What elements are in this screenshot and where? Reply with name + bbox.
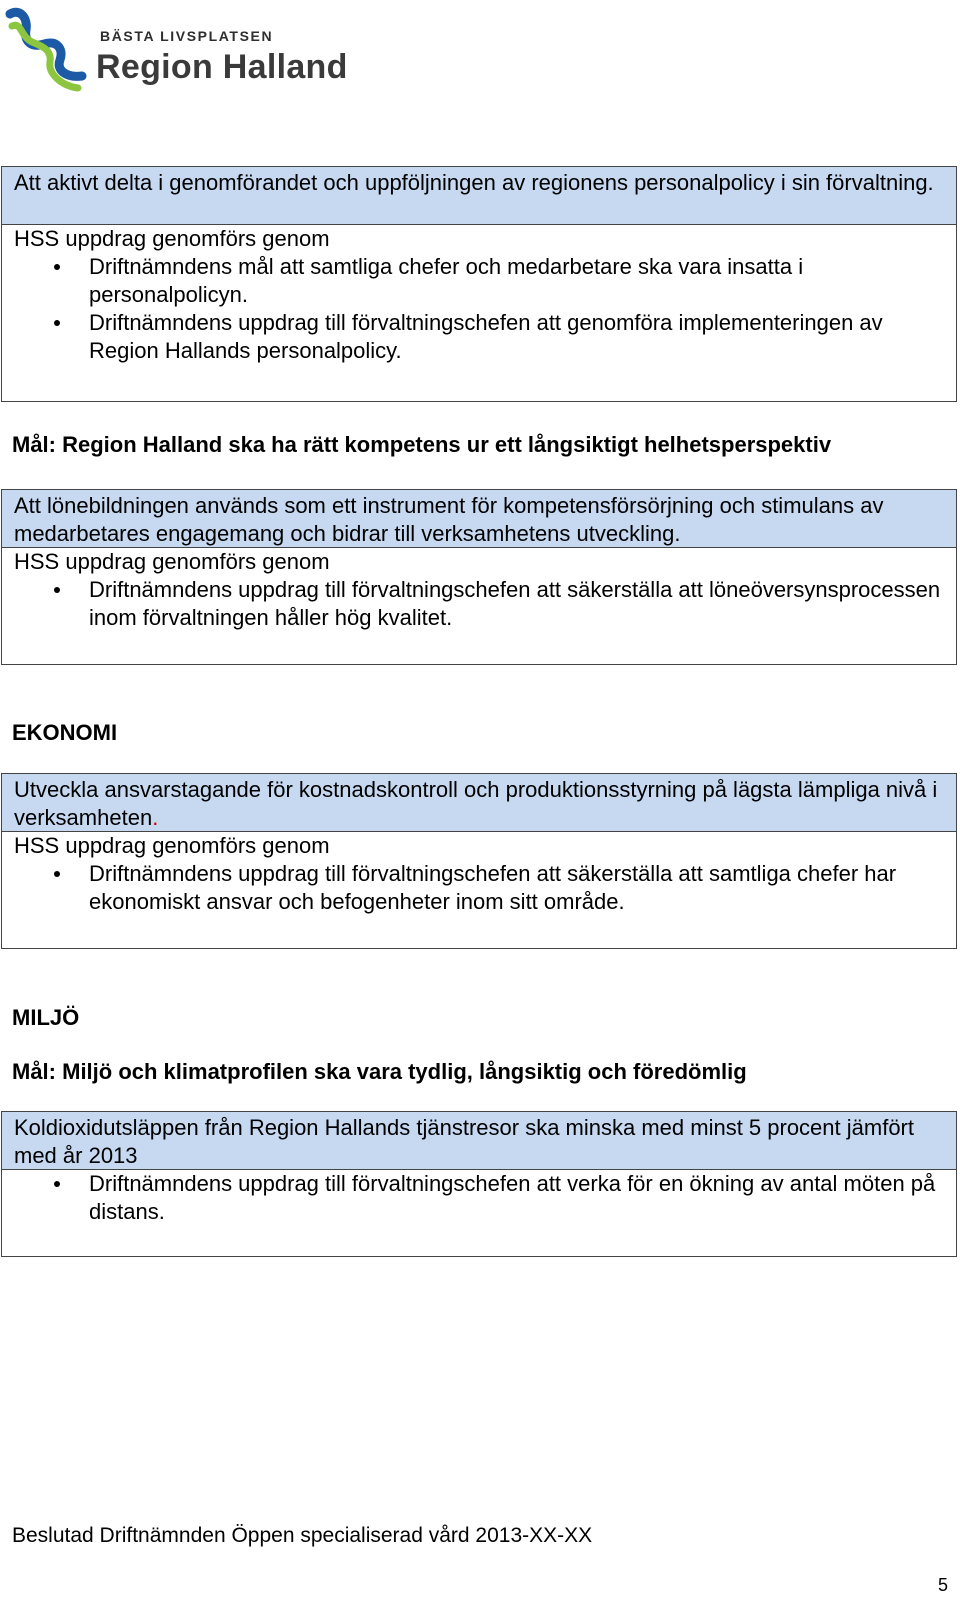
climate-bullet-1: Driftnämndens uppdrag till förvaltningschefen att verka för en ökning av antal möten på distans. bbox=[14, 1170, 944, 1226]
policy-intro: HSS uppdrag genomförs genom bbox=[14, 226, 330, 251]
economy-bullet-1: Driftnämndens uppdrag till förvaltningschefen att säkerställa att samtliga chefer har ekonomiskt ansvar och befogenheter inom sitt område. bbox=[14, 860, 944, 916]
climate-table-body bbox=[2, 1170, 956, 1226]
economy-header-text: Utveckla ansvarstagande för kostnadskontroll och produktionsstyrning på lägsta lämpliga nivå i verksamheten bbox=[14, 777, 938, 830]
section-miljo-heading: MILJÖ bbox=[12, 1005, 80, 1030]
policy-table-body bbox=[2, 225, 956, 365]
economy-table-body bbox=[2, 832, 956, 916]
region-halland-logo-mark bbox=[4, 4, 96, 94]
salary-table-body bbox=[2, 548, 956, 632]
economy-table-header bbox=[2, 774, 956, 832]
page-footer: Beslutad Driftnämnden Öppen specialiserad vård 2013-XX-XX bbox=[12, 1524, 593, 1547]
salary-table-header: Att lönebildningen används som ett instrument för kompetensförsörjning och stimulans av medarbetares engagemang och bidrar till verksamhetens utveckling. bbox=[2, 490, 956, 548]
salary-table bbox=[1, 489, 957, 665]
economy-table bbox=[1, 773, 957, 949]
climate-table bbox=[1, 1111, 957, 1257]
policy-bullet-1: Driftnämndens mål att samtliga chefer och medarbetare ska vara insatta i personalpolicyn. bbox=[14, 253, 944, 309]
logo-tagline: BÄSTA LIVSPLATSEN bbox=[100, 28, 274, 44]
economy-header-end: . bbox=[152, 805, 159, 830]
goal-competence-heading: Mål: Region Halland ska ha rätt kompetens ur ett långsiktigt helhetsperspektiv bbox=[12, 432, 832, 457]
policy-table bbox=[1, 166, 957, 402]
salary-intro: HSS uppdrag genomförs genom bbox=[14, 549, 330, 574]
logo-name: Region Halland bbox=[96, 48, 348, 86]
policy-bullet-2: Driftnämndens uppdrag till förvaltningschefen att genomföra implementeringen av Region Hallands personalpolicy. bbox=[14, 309, 944, 365]
policy-table-header: Att aktivt delta i genomförandet och uppföljningen av regionens personalpolicy i sin förvaltning. bbox=[2, 167, 956, 225]
salary-bullet-1: Driftnämndens uppdrag till förvaltningschefen att säkerställa att löneöversynsprocessen inom förvaltningen håller hög kvalitet. bbox=[14, 576, 944, 632]
goal-climate-heading: Mål: Miljö och klimatprofilen ska vara tydlig, långsiktig och föredömlig bbox=[12, 1059, 747, 1084]
economy-intro: HSS uppdrag genomförs genom bbox=[14, 833, 330, 858]
page-number: 5 bbox=[938, 1575, 949, 1595]
climate-table-header: Koldioxidutsläppen från Region Hallands tjänstresor ska minska med minst 5 procent jämfört med år 2013 bbox=[2, 1112, 956, 1170]
region-halland-logo bbox=[4, 4, 376, 94]
section-ekonomi-heading: EKONOMI bbox=[12, 720, 118, 745]
